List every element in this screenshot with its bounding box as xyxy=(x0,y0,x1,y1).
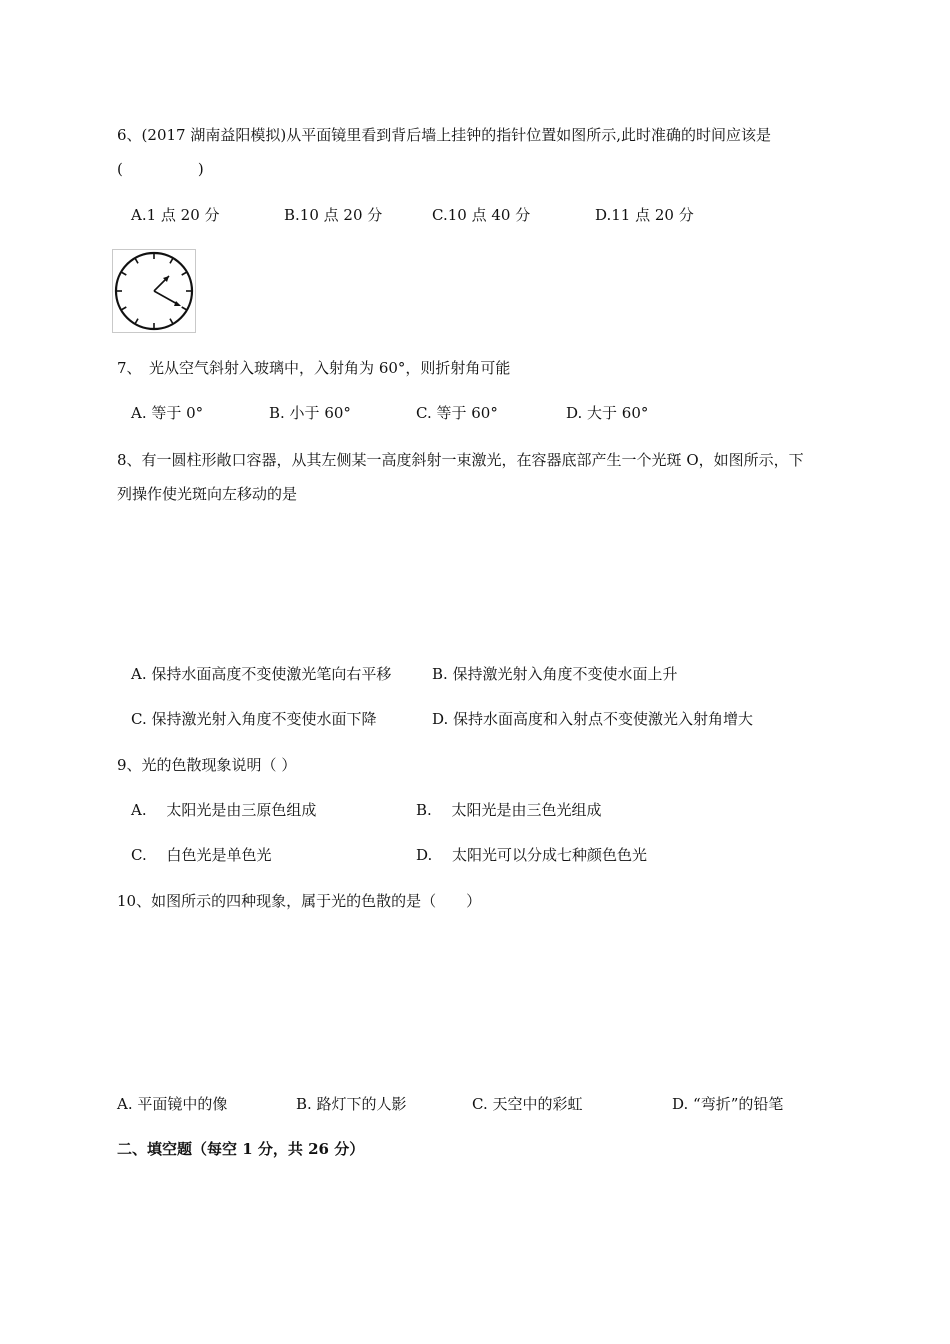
q10-option-a: A. 平面镜中的像 xyxy=(117,1095,228,1113)
section-title: 二、填空题（每空 1 分，共 26 分） xyxy=(117,1140,365,1158)
q7-option-a: A. 等于 0° xyxy=(131,404,204,422)
q8-stem-line1: 8、有一圆柱形敞口容器，从其左侧某一高度斜射一束激光，在容器底部产生一个光斑 O，如图所示，下 xyxy=(117,451,804,469)
q6-stem-line1: 6、(2017 湖南益阳模拟)从平面镜里看到背后墙上挂钟的指针位置如图所示,此时准确的时间应该是 xyxy=(117,126,771,144)
clock-icon xyxy=(113,250,195,332)
q9-option-d: D. 太阳光可以分成七种颜色色光 xyxy=(416,846,648,864)
q6-option-a: A.1 点 20 分 xyxy=(131,206,220,224)
q9-option-b: B. 太阳光是由三色光组成 xyxy=(416,801,602,819)
q10-option-c: C. 天空中的彩虹 xyxy=(472,1095,583,1113)
q7-option-c: C. 等于 60° xyxy=(416,404,498,422)
q8-option-b: B. 保持激光射入角度不变使水面上升 xyxy=(432,665,678,683)
q9-option-c: C. 白色光是单色光 xyxy=(131,846,272,864)
q6-option-b: B.10 点 20 分 xyxy=(284,206,383,224)
q7-option-d: D. 大于 60° xyxy=(566,404,649,422)
q8-option-c: C. 保持激光射入角度不变使水面下降 xyxy=(131,710,377,728)
q10-stem: 10、如图所示的四种现象，属于光的色散的是（ ） xyxy=(117,892,482,910)
q6-option-d: D.11 点 20 分 xyxy=(595,206,694,224)
q9-option-a: A. 太阳光是由三原色组成 xyxy=(131,801,317,819)
q9-stem: 9、光的色散现象说明（ ） xyxy=(117,756,297,774)
q8-stem-line2: 列操作使光斑向左移动的是 xyxy=(117,485,298,503)
q6-option-c: C.10 点 40 分 xyxy=(432,206,531,224)
q8-option-a: A. 保持水面高度不变使激光笔向右平移 xyxy=(131,665,392,683)
q7-stem: 7、 光从空气斜射入玻璃中，入射角为 60°，则折射角可能 xyxy=(117,359,511,377)
q6-stem-line2: ( ) xyxy=(117,160,204,178)
q7-option-b: B. 小于 60° xyxy=(269,404,351,422)
q10-option-b: B. 路灯下的人影 xyxy=(296,1095,407,1113)
q8-option-d: D. 保持水面高度和入射点不变使激光入射角增大 xyxy=(432,710,754,728)
mirror-clock-figure xyxy=(112,249,196,333)
q10-option-d: D. “弯折”的铅笔 xyxy=(672,1095,784,1113)
